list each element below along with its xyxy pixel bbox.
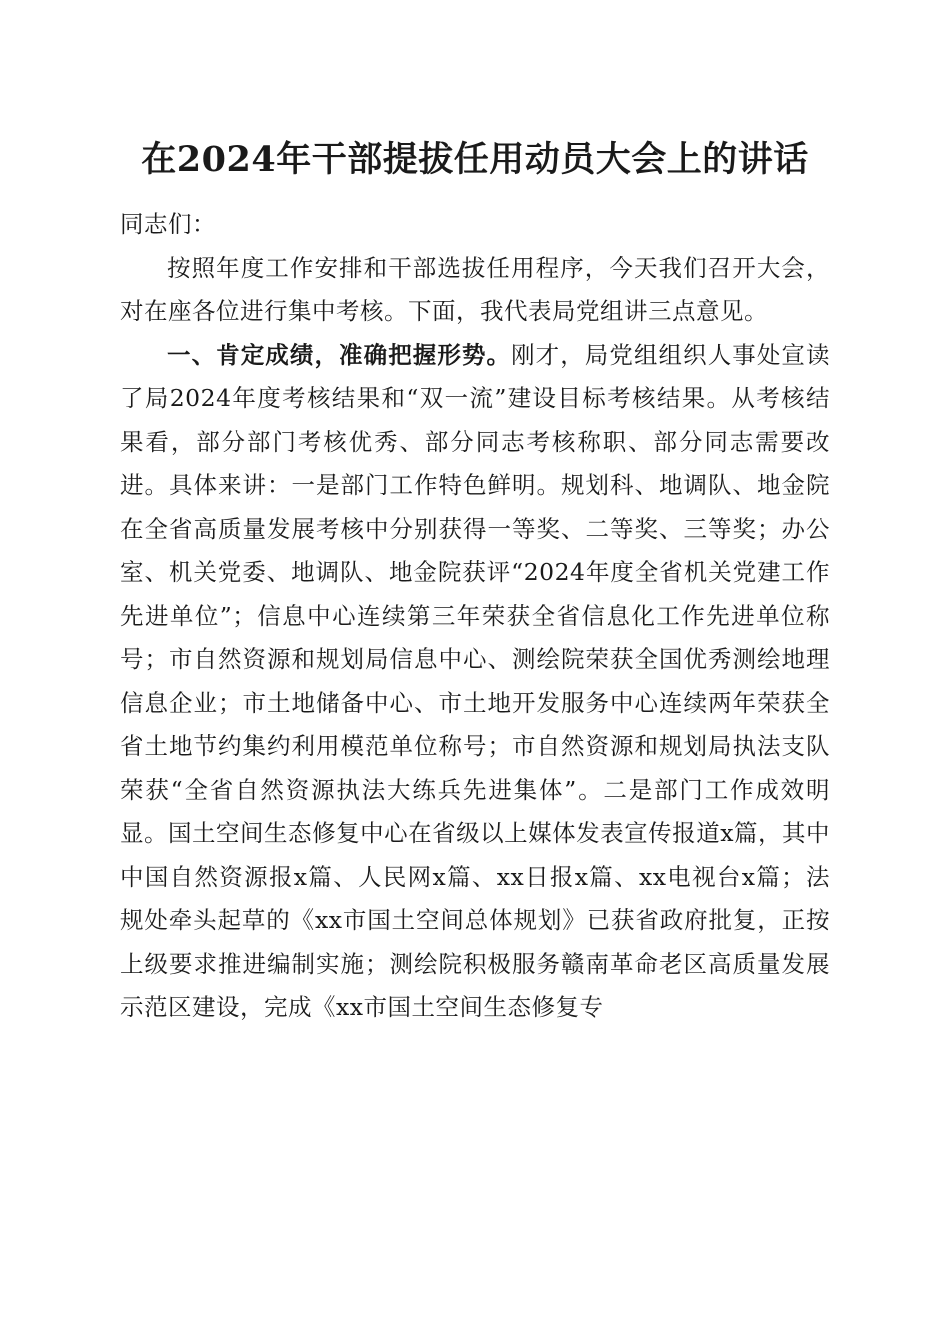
salutation: 同志们： bbox=[120, 210, 216, 238]
paragraph-intro bbox=[120, 247, 830, 334]
document-title: 在2024年干部提拔任用动员大会上的讲话 bbox=[141, 139, 809, 180]
section-heading: 一、肯定成绩，准确把握形势。 bbox=[167, 340, 512, 369]
paragraph-text: 刚才，局党组组织人事处宣读了局2024年度考核结果和“双一流”建设目标考核结果。从考核结果看，部分部门考核优秀、部分同志考核称职、部分同志需要改进。具体来讲：一是部门工作特色鲜明。规划科、地调队、地金院在全省高质量发展考核中分别获得一等奖、二等奖、三等奖；办公室、机关党委、地调队、地金院获评“2024年度全省机关党建工作先进单位”；信息中心连续第三年荣获全省信息化工作先进单位称号；市自然资源和规划局信息中心、测绘院荣获全国优秀测绘地理信息企业；市土地储备中心、市土地开发服务中心连续两年荣获全省土地节约集约利用模范单位称号；市自然资源和规划局执法支队荣获“全省自然资源执法大练兵先进集体”。二是部门工作成效明显。国土空间生态修复中心在省级以上媒体发表宣传报道x篇，其中中国自然资源报x篇、人民网x篇、xx日报x篇、xx电视台x篇；法规处牵头起草的《xx市国土空间总体规划》已获省政府批复，正按上级要求推进编制实施；测绘院积极服务赣南革命老区高质量发展示范区建设，完成《xx市国土空间生态修复专 bbox=[120, 340, 831, 1021]
document-body bbox=[120, 203, 830, 1030]
paragraph-section-one bbox=[120, 334, 830, 1030]
paragraph-text: 按照年度工作安排和干部选拔任用程序，今天我们召开大会，对在座各位进行集中考核。下面，我代表局党组讲三点意见。 bbox=[120, 253, 830, 325]
